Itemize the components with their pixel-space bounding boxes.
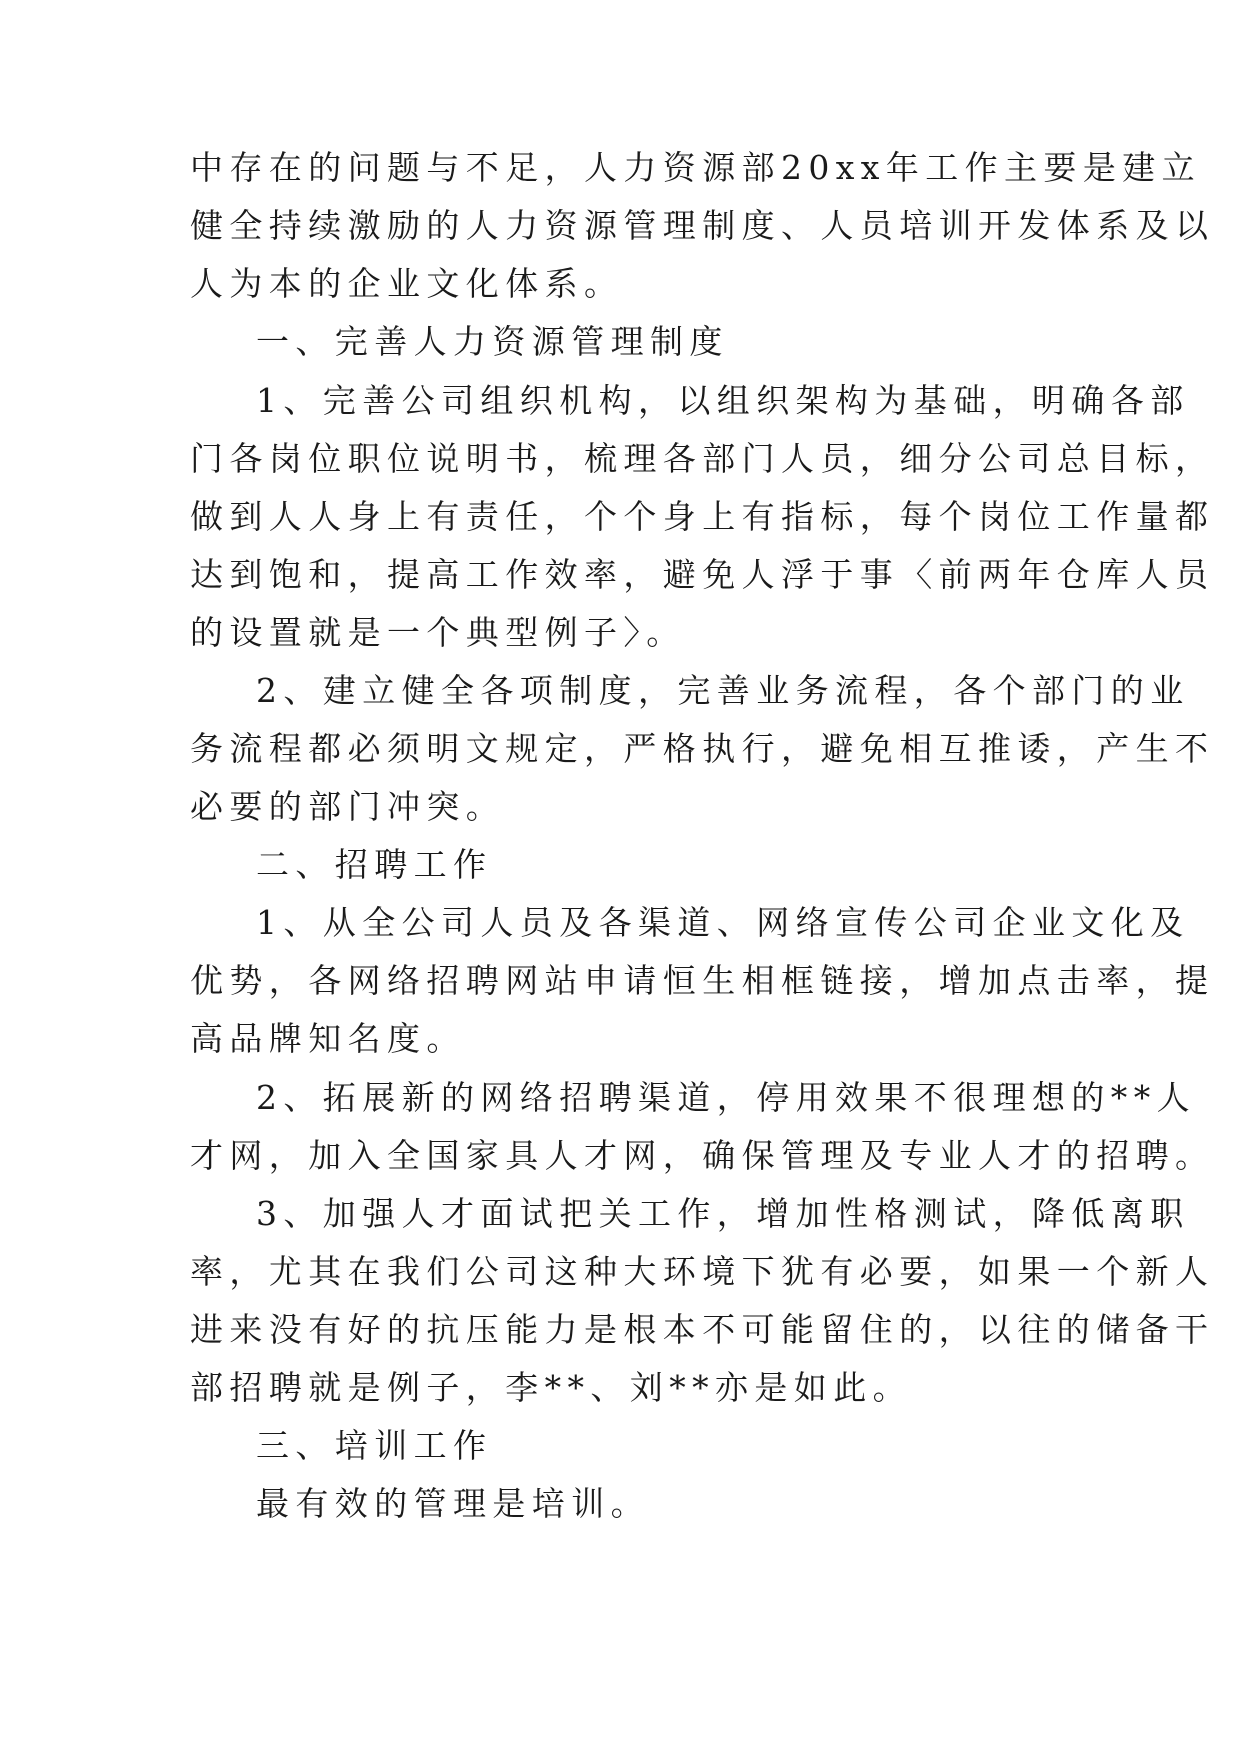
item-1-2-line-3: 必要的部门冲突。 <box>190 787 506 826</box>
item-2-3-line-3: 进来没有好的抗压能力是根本不可能留住的，以往的储备干 <box>190 1310 1215 1349</box>
item-1-1-line-3: 做到人人身上有责任，个个身上有指标，每个岗位工作量都 <box>190 497 1215 536</box>
paragraph-intro-line-2: 健全持续激励的人力资源管理制度、人员培训开发体系及以 <box>190 206 1215 245</box>
item-1-1-line-5: 的设置就是一个典型例子〉。 <box>190 613 686 652</box>
item-1-1-line-2: 门各岗位职位说明书，梳理各部门人员，细分公司总目标， <box>190 439 1215 478</box>
section-heading-3: 三、培训工作 <box>256 1426 493 1465</box>
item-1-1-line-1: 1、完善公司组织机构，以组织架构为基础，明确各部 <box>256 381 1190 420</box>
section-heading-1: 一、完善人力资源管理制度 <box>256 322 729 361</box>
paragraph-intro-line-1: 中存在的问题与不足，人力资源部20xx年工作主要是建立 <box>190 148 1202 187</box>
item-1-2-line-1: 2、建立健全各项制度，完善业务流程，各个部门的业 <box>256 671 1190 710</box>
item-2-1-line-1: 1、从全公司人员及各渠道、网络宣传公司企业文化及 <box>256 903 1190 942</box>
item-2-1-line-3: 高品牌知名度。 <box>190 1019 466 1058</box>
item-1-1-line-4: 达到饱和，提高工作效率，避免人浮于事〈前两年仓库人员 <box>190 555 1215 594</box>
paragraph-intro-line-3: 人为本的企业文化体系。 <box>190 264 624 303</box>
item-2-3-line-4: 部招聘就是例子，李**、刘**亦是如此。 <box>190 1368 912 1407</box>
item-2-3-line-1: 3、加强人才面试把关工作，增加性格测试，降低离职 <box>256 1194 1190 1233</box>
section-heading-2: 二、招聘工作 <box>256 845 493 884</box>
item-2-2-line-2: 才网，加入全国家具人才网，确保管理及专业人才的招聘。 <box>190 1136 1215 1175</box>
item-2-3-line-2: 率，尤其在我们公司这种大环境下犹有必要，如果一个新人 <box>190 1252 1215 1291</box>
item-2-2-line-1: 2、拓展新的网络招聘渠道，停用效果不很理想的**人 <box>256 1078 1196 1117</box>
section-3-line-1: 最有效的管理是培训。 <box>256 1484 650 1523</box>
item-1-2-line-2: 务流程都必须明文规定，严格执行，避免相互推诿，产生不 <box>190 729 1215 768</box>
item-2-1-line-2: 优势，各网络招聘网站申请恒生相框链接，增加点击率，提 <box>190 961 1215 1000</box>
